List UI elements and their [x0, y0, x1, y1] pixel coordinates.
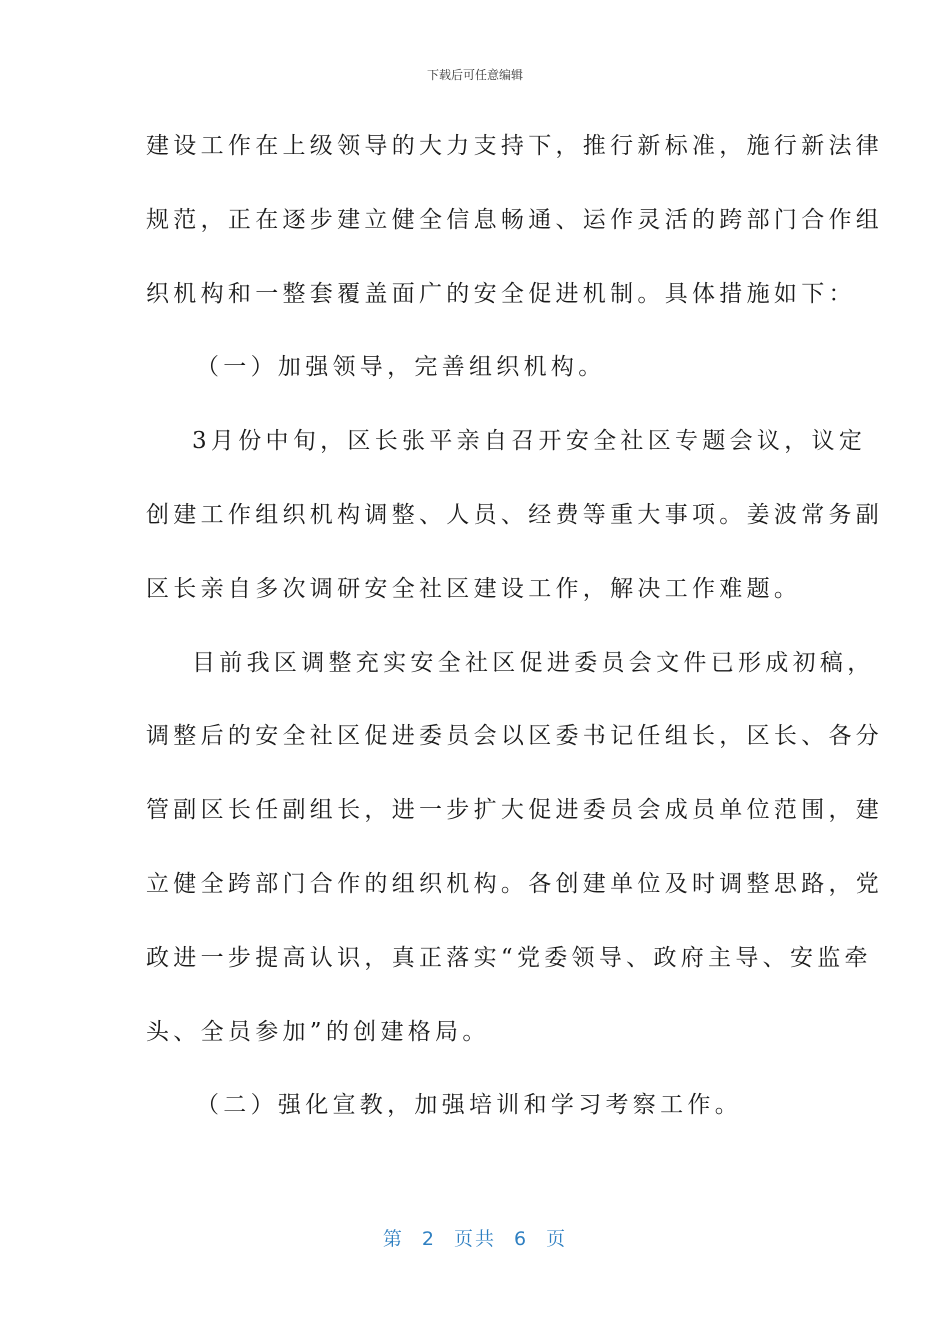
- body-line: 目前我区调整充实安全社区促进委员会文件已形成初稿，: [192, 649, 875, 676]
- section-heading: （一）加强领导，完善组织机构。: [196, 354, 606, 381]
- total-page-count: 6: [514, 1228, 529, 1250]
- body-line: 织机构和一整套覆盖面广的安全促进机制。具体措施如下：: [146, 280, 856, 307]
- footer-suffix: 页: [546, 1228, 568, 1250]
- body-line: 政进一步提高认识，真正落实“党委领导、政府主导、安监牵: [146, 944, 872, 971]
- document-body: [146, 118, 884, 1151]
- page-number-footer: [0, 1224, 950, 1251]
- body-line: 建设工作在上级领导的大力支持下，推行新标准，施行新法律: [146, 133, 884, 159]
- body-line: 头、全员参加”的创建格局。: [146, 1018, 490, 1045]
- body-line: 创建工作组织机构调整、人员、经费等重大事项。姜波常务副: [146, 501, 884, 528]
- body-line: 规范，正在逐步建立健全信息畅通、运作灵活的跨部门合作组: [146, 206, 884, 233]
- body-line: 立健全跨部门合作的组织机构。各创建单位及时调整思路，党: [146, 870, 884, 897]
- body-line: 区长亲自多次调研安全社区建设工作，解决工作难题。: [146, 575, 802, 602]
- body-line: 管副区长任副组长，进一步扩大促进委员会成员单位范围，建: [146, 797, 884, 824]
- body-line: 3月份中旬，区长张平亲自召开安全社区专题会议，议定: [192, 428, 867, 455]
- footer-middle: 页共: [453, 1228, 496, 1250]
- body-line: 调整后的安全社区促进委员会以区委书记任组长，区长、各分: [146, 723, 884, 750]
- header-note: 下载后可任意编辑: [426, 68, 523, 82]
- current-page-number: 2: [421, 1228, 436, 1250]
- footer-prefix: 第: [382, 1228, 404, 1250]
- section-heading: （二）强化宣教，加强培训和学习考察工作。: [196, 1092, 742, 1119]
